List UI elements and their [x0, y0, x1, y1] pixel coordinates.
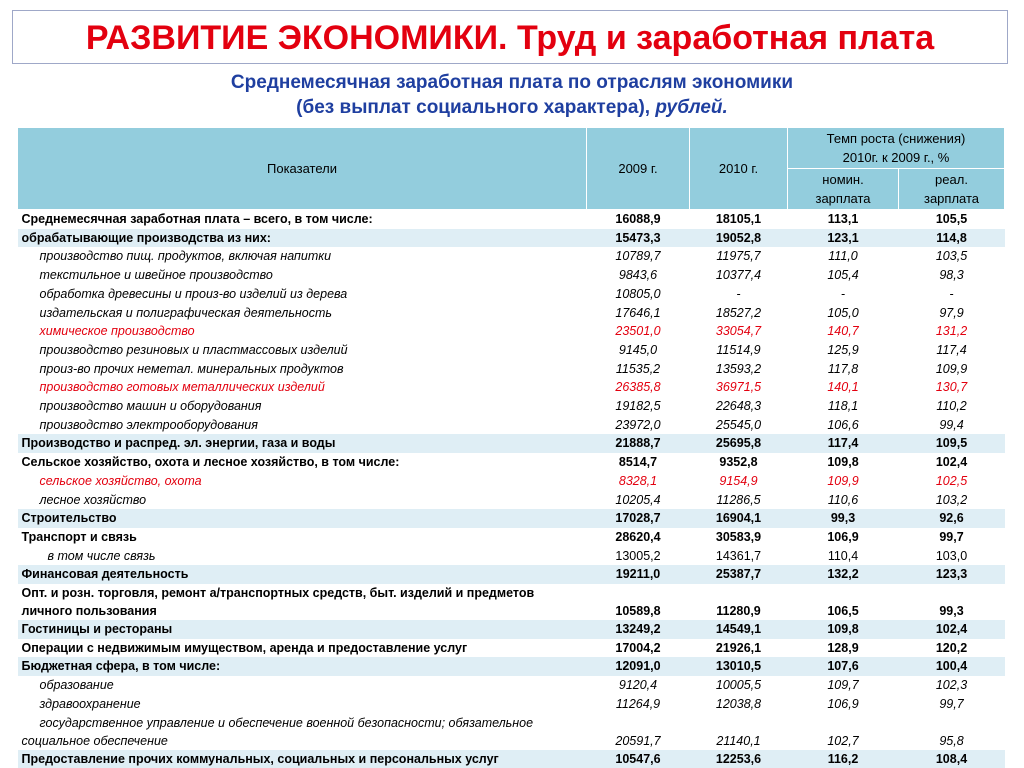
cell-real: 120,2: [935, 640, 968, 655]
row-name: Операции с недвижимым имуществом, аренда и предоставление услуг: [21, 640, 468, 655]
cell-2010: 13593,2: [715, 361, 762, 376]
cell-nominal: 99,3: [788, 509, 899, 528]
row-name: произ-во прочих неметал. минеральных продуктов: [39, 361, 344, 376]
cell-2010: 9352,8: [719, 455, 758, 470]
cell-real: 98,3: [939, 268, 964, 283]
cell-2010: 18527,2: [715, 305, 762, 320]
cell-real: 108,4: [899, 750, 1005, 768]
row-name: Транспорт и связь: [21, 529, 137, 544]
cell-2010: 22648,3: [715, 399, 762, 414]
row-name: производство машин и оборудования: [39, 399, 262, 414]
cell-real: 103,2: [935, 492, 968, 507]
cell-2009: 11264,9: [615, 696, 661, 711]
cell-nominal: 105,4: [827, 268, 859, 283]
subtitle-line-1: Среднемесячная заработная плата по отраслям экономики: [230, 72, 794, 93]
cell-nominal: 132,2: [788, 565, 899, 584]
header-2010: 2010 г.: [690, 128, 788, 210]
cell-real: 102,4: [899, 620, 1005, 639]
cell-2009: 8328,1: [618, 473, 658, 488]
cell-real: 99,7: [939, 529, 964, 544]
cell-nominal: 102,7: [827, 733, 859, 748]
row-name: производство пищ. продуктов, включая напитки: [39, 249, 332, 264]
cell-2009: 10805,0: [615, 286, 661, 301]
table-row: [18, 453, 1005, 472]
cell-nominal: 109,7: [827, 678, 859, 693]
row-name: государственное управление и обеспечение военной безопасности; обязательное социальное обеспечение: [21, 715, 534, 748]
cell-nominal: 117,4: [788, 434, 899, 453]
row-name: производство электрооборудования: [39, 417, 258, 432]
cell-2009: 10205,4: [615, 492, 661, 507]
cell-2010: 21140,1: [716, 733, 761, 748]
cell-2010: 33054,7: [715, 324, 762, 339]
table-header: [18, 128, 1005, 210]
row-name: издательская и полиграфическая деятельность: [39, 305, 332, 320]
wage-table: [17, 127, 1005, 768]
table-row: [18, 565, 1005, 584]
cell-nominal: 110,6: [827, 492, 859, 507]
cell-2009: 10789,7: [615, 249, 661, 264]
cell-2009: 15473,3: [587, 229, 690, 248]
table-row: [18, 547, 1005, 566]
cell-2009: 8514,7: [618, 455, 658, 470]
row-name: здравоохранение: [39, 696, 141, 711]
cell-nominal: 109,9: [827, 473, 859, 488]
cell-2010: 36971,5: [715, 380, 762, 395]
cell-2010: 10377,4: [715, 268, 762, 283]
row-name: Гостиницы и рестораны: [18, 620, 587, 639]
cell-real: 99,7: [939, 696, 964, 711]
cell-2010: 11280,9: [716, 604, 761, 619]
cell-2010: 18105,1: [715, 212, 762, 226]
table-subtitle: [0, 70, 1024, 120]
cell-2009: 17004,2: [615, 640, 661, 655]
cell-2009: 26385,8: [615, 380, 661, 395]
cell-real: 102,3: [935, 678, 968, 693]
cell-2009: 21888,7: [587, 434, 690, 453]
cell-nominal: 110,4: [827, 548, 859, 563]
cell-2010: 12253,6: [690, 750, 788, 768]
header-real: реал. зарплата: [899, 169, 1005, 210]
page-title: РАЗВИТИЕ ЭКОНОМИКИ. Труд и заработная плата: [85, 19, 935, 57]
cell-real: -: [949, 286, 954, 301]
subtitle-unit: рублей.: [655, 97, 728, 118]
cell-2009: 9120,4: [618, 678, 658, 693]
cell-nominal: 109,8: [788, 620, 899, 639]
cell-2010: 11514,9: [716, 342, 761, 357]
cell-nominal: 106,9: [827, 529, 859, 544]
table-row: [18, 360, 1005, 379]
cell-2009: 23501,0: [615, 324, 661, 339]
row-name: Бюджетная сфера, в том числе:: [18, 657, 587, 676]
cell-2009: 19211,0: [587, 565, 690, 584]
cell-nominal: 118,1: [827, 399, 859, 414]
cell-2009: 19182,5: [615, 399, 661, 414]
cell-nominal: 107,6: [788, 657, 899, 676]
cell-nominal: 125,9: [827, 342, 859, 357]
cell-real: 99,4: [939, 417, 964, 432]
row-name: Строительство: [18, 509, 587, 528]
table-row: [18, 322, 1005, 341]
cell-real: 105,5: [935, 212, 968, 226]
row-name: текстильное и швейное производство: [39, 268, 273, 283]
row-name: обработка древесины и произ-во изделий из дерева: [39, 286, 348, 301]
table-row: [18, 750, 1005, 768]
header-nominal: номин. зарплата: [788, 169, 899, 210]
cell-2010: 25695,8: [690, 434, 788, 453]
cell-2010: 14361,7: [715, 548, 762, 563]
table-row: [18, 639, 1005, 658]
table-row: [18, 528, 1005, 547]
subtitle-line-2: [0, 95, 1024, 120]
row-name: производство резиновых и пластмассовых изделий: [39, 342, 348, 357]
cell-2010: 13010,5: [690, 657, 788, 676]
cell-real: 102,5: [935, 473, 968, 488]
table-row: [18, 509, 1005, 528]
cell-2009: 9843,6: [618, 268, 658, 283]
cell-real: 103,0: [935, 548, 968, 563]
cell-real: 92,6: [899, 509, 1005, 528]
cell-nominal: 116,2: [788, 750, 899, 768]
cell-2010: -: [736, 286, 741, 301]
cell-nominal: 140,1: [827, 380, 859, 395]
cell-2009: 10547,6: [587, 750, 690, 768]
cell-2009: 9145,0: [618, 342, 658, 357]
cell-nominal: 117,8: [827, 361, 859, 376]
cell-real: 114,8: [899, 229, 1005, 248]
cell-nominal: -: [840, 286, 846, 301]
row-name: Сельское хозяйство, охота и лесное хозяйство, в том числе:: [21, 455, 400, 470]
table-row: [18, 304, 1005, 323]
title-box: [12, 10, 1008, 64]
table-row: [18, 247, 1005, 266]
cell-2010: 21926,1: [715, 640, 762, 655]
cell-nominal: 113,1: [827, 212, 859, 226]
cell-2009: 20591,7: [615, 733, 661, 748]
cell-real: 131,2: [935, 324, 968, 339]
table-row: [18, 229, 1005, 248]
table-row: [18, 378, 1005, 397]
row-name: сельское хозяйство, охота: [39, 473, 202, 488]
cell-2009: 28620,4: [615, 529, 661, 544]
table-row: [18, 266, 1005, 285]
table-row: [18, 341, 1005, 360]
cell-2009: 12091,0: [587, 657, 690, 676]
row-name: Среднемесячная заработная плата – всего, в том числе:: [21, 212, 373, 226]
cell-2010: 19052,8: [690, 229, 788, 248]
cell-2010: 10005,5: [715, 678, 762, 693]
cell-2009: 17646,1: [615, 305, 661, 320]
row-name: производство готовых металлических изделий: [39, 380, 325, 395]
cell-2009: 10589,8: [615, 604, 661, 619]
cell-2010: 12038,8: [715, 696, 762, 711]
cell-nominal: 106,6: [827, 417, 859, 432]
cell-real: 117,4: [936, 342, 967, 357]
cell-real: 95,8: [939, 733, 964, 748]
table-row: [18, 491, 1005, 510]
table-row: [18, 434, 1005, 453]
cell-2010: 11975,7: [716, 249, 761, 264]
cell-2010: 11286,5: [716, 492, 761, 507]
table-row: [18, 714, 1005, 750]
table-body: [18, 210, 1005, 768]
cell-nominal: 123,1: [788, 229, 899, 248]
cell-real: 109,5: [899, 434, 1005, 453]
cell-2010: 30583,9: [715, 529, 762, 544]
cell-2009: 13005,2: [615, 548, 661, 563]
table-row: [18, 472, 1005, 491]
cell-real: 109,9: [935, 361, 968, 376]
cell-2010: 25545,0: [715, 417, 762, 432]
cell-2009: 17028,7: [587, 509, 690, 528]
cell-real: 99,3: [939, 604, 964, 619]
table-row: [18, 657, 1005, 676]
cell-nominal: 111,0: [828, 249, 858, 264]
cell-2010: 25387,7: [690, 565, 788, 584]
subtitle-text: (без выплат социального характера),: [296, 97, 651, 118]
cell-real: 97,9: [939, 305, 964, 320]
cell-2010: 9154,9: [719, 473, 758, 488]
cell-2009: 23972,0: [615, 417, 661, 432]
cell-nominal: 106,9: [827, 696, 859, 711]
cell-real: 110,2: [936, 399, 967, 414]
table-row: [18, 620, 1005, 639]
row-name: лесное хозяйство: [39, 492, 147, 507]
table-row: [18, 695, 1005, 714]
cell-nominal: 109,8: [827, 455, 859, 470]
table-row: [18, 676, 1005, 695]
cell-real: 103,5: [935, 249, 968, 264]
cell-2009: 16088,9: [615, 212, 661, 226]
cell-2009: 13249,2: [587, 620, 690, 639]
cell-2010: 14549,1: [690, 620, 788, 639]
table-row: [18, 285, 1005, 304]
cell-nominal: 128,9: [827, 640, 859, 655]
table-row: [18, 584, 1005, 620]
row-name: Предоставление прочих коммунальных, социальных и персональных услуг: [18, 750, 587, 768]
cell-2010: 16904,1: [690, 509, 788, 528]
cell-real: 102,4: [935, 455, 968, 470]
cell-real: 123,3: [899, 565, 1005, 584]
table-row: [18, 210, 1005, 229]
table-row: [18, 416, 1005, 435]
cell-nominal: 105,0: [827, 305, 859, 320]
cell-nominal: 140,7: [827, 324, 859, 339]
cell-nominal: 106,5: [827, 604, 859, 619]
cell-real: 130,7: [935, 380, 968, 395]
row-name: обрабатывающие производства из них:: [18, 229, 587, 248]
header-2009: 2009 г.: [587, 128, 690, 210]
header-growth: Темп роста (снижения) 2010г. к 2009 г., %: [788, 128, 1005, 169]
cell-real: 100,4: [899, 657, 1005, 676]
table-row: [18, 397, 1005, 416]
cell-2009: 11535,2: [615, 361, 661, 376]
row-name: в том числе связь: [47, 548, 156, 563]
row-name: химическое производство: [39, 324, 195, 339]
header-indicator: Показатели: [18, 128, 587, 210]
row-name: Финансовая деятельность: [18, 565, 587, 584]
row-name: образование: [39, 678, 114, 693]
row-name: Опт. и розн. торговля, ремонт а/транспортных средств, быт. изделий и предметов личного пользования: [21, 586, 535, 619]
row-name: Производство и распред. эл. энергии, газа и воды: [18, 434, 587, 453]
